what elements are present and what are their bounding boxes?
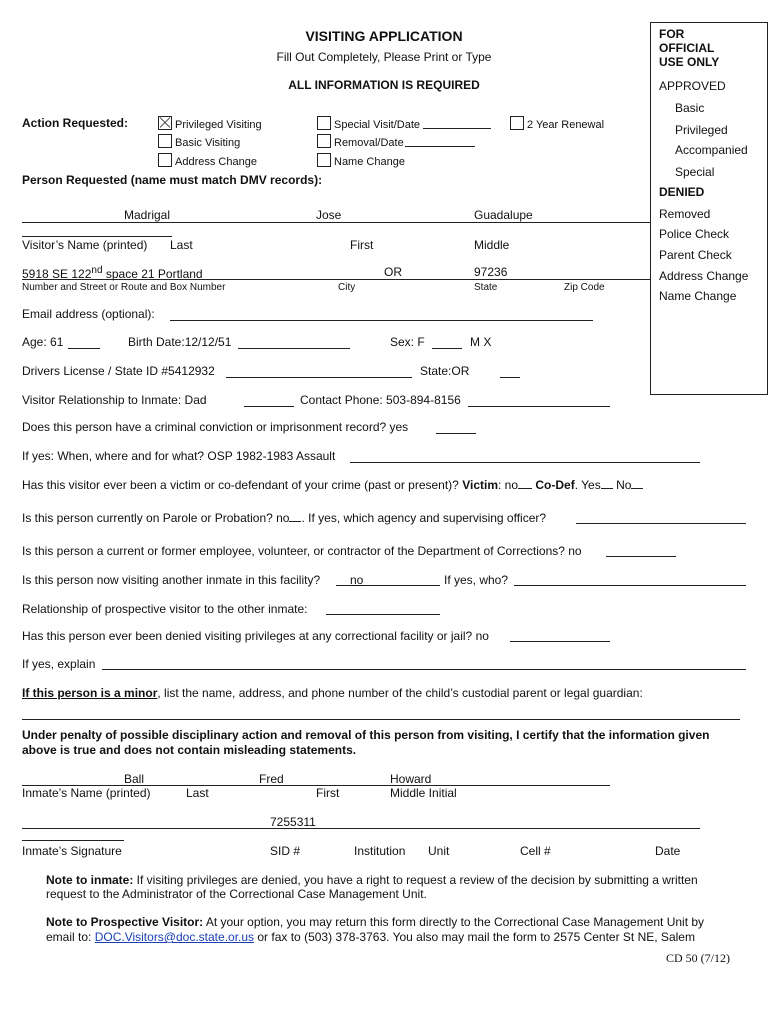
approved-privileged: Privileged [675,123,728,137]
visitor-name-line[interactable] [22,222,650,223]
checkbox[interactable] [158,134,172,148]
denied-police-check: Police Check [659,227,730,241]
question-visiting-another: Is this person now visiting another inmate in this facility? [22,573,321,587]
option-privileged-visiting[interactable]: Privileged Visiting [158,116,262,131]
institution-label: Institution [354,844,406,858]
if-yes-who-label: If yes, who? [444,573,509,587]
inmate-first-label: First [316,786,340,800]
official-heading-3: USE ONLY [659,55,720,69]
approved-accompanied: Accompanied [675,143,748,157]
question-criminal-record: Does this person have a criminal conviction or imprisonment record? yes [22,420,409,434]
visitor-name-label: Visitor’s Name (printed) [22,238,148,252]
age-value: Age: 61 [22,335,64,349]
inmate-middle-value: Howard [390,772,432,786]
checkbox[interactable] [158,153,172,167]
birth-date-value: Birth Date:12/12/51 [128,335,232,349]
certify-line-1: Under penalty of possible disciplinary action and removal of this person from visiting, I certify that the information given [22,728,710,742]
cell-label: Cell # [520,844,551,858]
guardian-field[interactable] [22,719,740,720]
note-visitor-line-1: Note to Prospective Visitor: At your option, you may return this form directly to the Correctional Case Management Unit by [46,915,705,929]
drivers-license-value: Drivers License / State ID #5412932 [22,364,215,378]
last-label: Last [170,238,193,252]
middle-label: Middle [474,238,510,252]
address-line[interactable] [22,279,650,280]
note-inmate-line-2: request to the Administrator of the Correctional Case Management Unit. [46,887,427,901]
option-2-year-renewal[interactable]: 2 Year Renewal [510,116,604,131]
approved-special: Special [675,165,715,179]
email-field[interactable] [170,320,593,321]
sid-label: SID # [270,844,301,858]
form-title: VISITING APPLICATION [305,28,463,44]
inmate-name-label: Inmate’s Name (printed) [22,786,151,800]
state-label: State [474,282,498,293]
visiting-another-answer: no [350,573,364,587]
question-explain: If yes, explain [22,657,96,671]
approved-label: APPROVED [659,79,726,93]
official-use-box [650,22,768,395]
visitor-street-value: 5918 SE 122nd space 21 Portland [22,265,203,281]
visitor-middle-value: Guadalupe [474,208,533,222]
zip-label: Zip Code [564,282,605,293]
checkbox[interactable] [317,116,331,130]
visitor-last-value: Madrigal [124,208,171,222]
person-requested-label: Person Requested (name must match DMV records): [22,173,323,187]
checkbox[interactable] [317,134,331,148]
note-visitor-line-2: email to: DOC.Visitors@doc.state.or.us or fax to (503) 378-3763. You also may mail the form to 2575 Center St NE, Salem [46,930,695,944]
denied-name-change: Name Change [659,289,737,303]
denied-removed: Removed [659,207,711,221]
sex-label: Sex: F [390,335,425,349]
visitor-state-value: OR [384,265,402,279]
inmate-last-value: Ball [124,772,145,786]
city-label: City [338,282,356,293]
street-label: Number and Street or Route and Box Number [22,282,226,293]
email-label: Email address (optional): [22,307,155,321]
denied-address-change: Address Change [659,269,749,283]
visitor-first-value: Jose [316,208,342,222]
official-heading-2: OFFICIAL [659,41,715,55]
inmate-last-label: Last [186,786,209,800]
checkbox[interactable] [317,153,331,167]
question-parole: Is this person currently on Parole or Probation? no . If yes, which agency and supervising officer? [22,511,547,525]
note-inmate-line-1: Note to inmate: If visiting privileges are denied, you have a right to request a review of the decision by submitting a written [46,873,698,887]
question-when-where: If yes: When, where and for what? OSP 1982-1983 Assault [22,449,336,463]
inmate-signature-label: Inmate’s Signature [22,844,122,858]
contact-phone-value: Contact Phone: 503-894-8156 [300,393,461,407]
official-heading-1: FOR [659,27,685,41]
form-code: CD 50 (7/12) [666,951,730,965]
denied-label: DENIED [659,185,705,199]
option-basic-visiting[interactable]: Basic Visiting [158,134,240,149]
signature-line[interactable] [22,828,700,829]
checkbox-checked[interactable] [158,116,172,130]
question-employee: Is this person a current or former employee, volunteer, or contractor of the Department of Corrections? no [22,544,582,558]
inmate-middle-label: Middle Initial [390,786,457,800]
visitor-zip-value: 97236 [474,265,508,279]
email-link[interactable]: DOC.Visitors@doc.state.or.us [94,930,255,944]
checkbox[interactable] [510,116,524,130]
action-requested-label: Action Requested: [22,116,129,130]
inmate-first-value: Fred [259,772,284,786]
required-notice: ALL INFORMATION IS REQUIRED [288,78,480,92]
date-label: Date [655,844,681,858]
dl-state-value: State:OR [420,364,470,378]
relationship-value: Visitor Relationship to Inmate: Dad [22,393,207,407]
question-denied-privileges: Has this person ever been denied visiting privileges at any correctional facility or jail? no [22,629,489,643]
option-special-visit[interactable]: Special Visit/Date [317,116,420,131]
sid-value: 7255311 [270,815,316,829]
minor-instructions: If this person is a minor, list the name, address, and phone number of the child’s custodial parent or legal guardian: [22,686,643,700]
question-victim-codef: Has this visitor ever been a victim or co-defendant of your crime (past or present)? Victim: no Co-Def. Yes No [22,478,643,492]
form-subtitle: Fill Out Completely, Please Print or Type [276,50,492,64]
first-label: First [350,238,374,252]
option-name-change[interactable]: Name Change [317,153,405,168]
unit-label: Unit [428,844,450,858]
option-address-change[interactable]: Address Change [158,153,257,168]
certify-line-2: above is true and does not contain misleading statements. [22,743,357,757]
sex-m-value: M X [470,335,492,349]
denied-parent-check: Parent Check [659,248,732,262]
question-relationship-other: Relationship of prospective visitor to the other inmate: [22,602,308,616]
option-removal[interactable]: Removal/Date [317,134,404,149]
approved-basic: Basic [675,101,705,115]
